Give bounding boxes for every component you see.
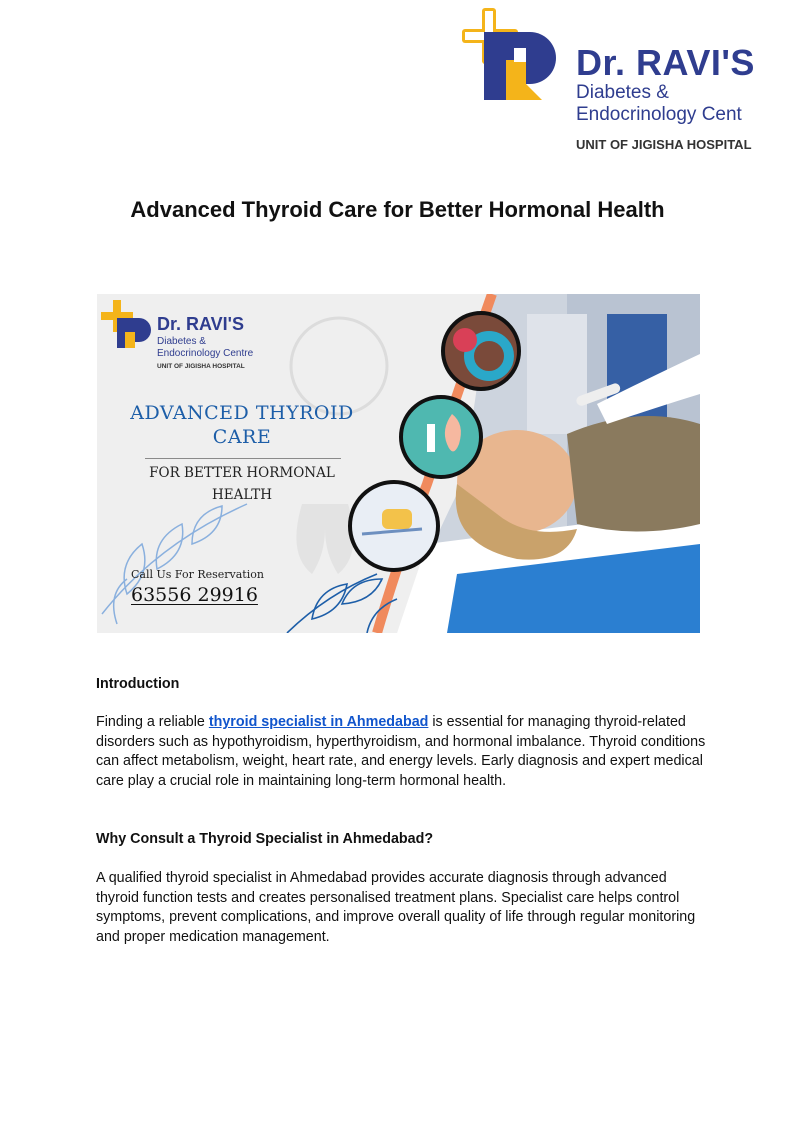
banner-divider (145, 458, 341, 459)
intro-heading: Introduction (96, 676, 180, 692)
banner-logo-line-1: Diabetes & (157, 336, 206, 347)
logo-unit: UNIT OF JIGISHA HOSPITAL (576, 137, 752, 152)
intro-text-before: Finding a reliable (96, 714, 209, 730)
banner-logo-unit: UNIT OF JIGISHA HOSPITAL (157, 363, 245, 370)
header-logo (462, 8, 795, 158)
logo-line-2: Endocrinology Cent (576, 104, 742, 125)
banner-call-label: Call Us For Reservation (131, 568, 264, 581)
logo-line-1: Diabetes & (576, 82, 669, 103)
banner-heading-line-2: CARE (212, 426, 272, 448)
page-title: Advanced Thyroid Care for Better Hormonal Health (130, 197, 665, 222)
banner-heading-line-1: ADVANCED THYROID (130, 402, 354, 424)
banner-subheading-line-2: HEALTH (211, 487, 273, 503)
banner-logo-line-2: Endocrinology Centre (157, 348, 254, 359)
banner-logo (101, 298, 301, 378)
hero-banner (97, 294, 700, 633)
r-monogram-icon (484, 30, 558, 100)
intro-text-after: is essential for managing thyroid-related disorders such as hypothyroidism, hyperthyroidism, and hormonal imbalance. Thyroid conditions can affect metabolism, weight, heart rate, and energy levels. Early diagnosis and expert medical care play a crucial role in maintaining long-term hormonal health. (96, 714, 706, 789)
banner-subheading-line-1: FOR BETTER HORMONAL (149, 465, 335, 481)
banner-logo-icon (101, 300, 153, 352)
banner-logo-name: Dr. RAVI'S (157, 314, 244, 334)
intro-paragraph (96, 713, 706, 791)
why-heading: Why Consult a Thyroid Specialist in Ahmedabad? (96, 831, 434, 847)
banner-phone-number: 63556 29916 (131, 584, 258, 606)
thyroid-specialist-link[interactable]: thyroid specialist in Ahmedabad (208, 714, 429, 730)
logo-name: Dr. RAVI'S (576, 42, 755, 83)
why-paragraph: A qualified thyroid specialist in Ahmedabad provides accurate diagnosis through advanced thyroid function tests and creates personalised treatment plans. Specialist care helps control symptoms, prevent complications, and improve overall quality of life through regular monitoring and proper medication management. (96, 870, 696, 945)
